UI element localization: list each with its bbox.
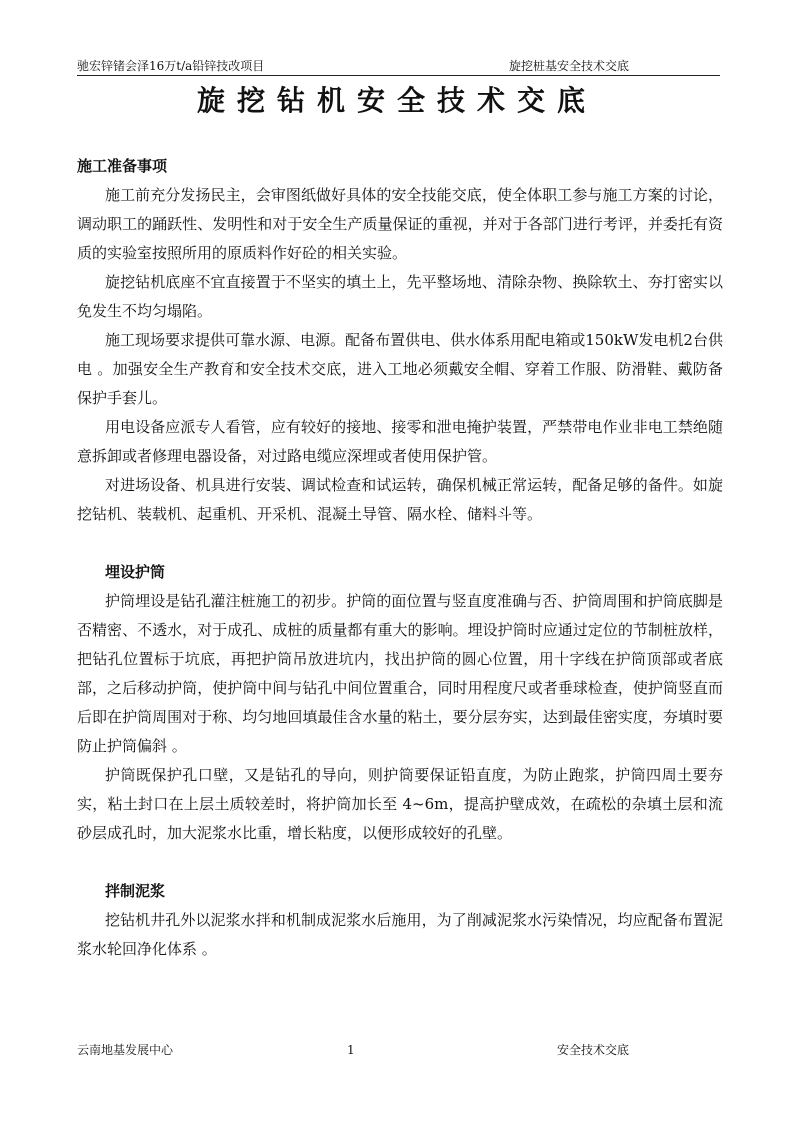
section-casing bbox=[77, 558, 723, 848]
paragraph: 施工前充分发扬民主，会审图纸做好具体的安全技能交底，使全体职工参与施工方案的讨论，调动职工的踊跃性、发明性和对于安全生产质量保证的重视，并对于各部门进行考评，并委托有资质的实验室按照所用的原质料作好砼的相关实验。 bbox=[77, 186, 723, 262]
section-spacer bbox=[77, 848, 723, 877]
document-title: 旋挖钻机安全技术交底 bbox=[196, 84, 597, 117]
paragraph: 护筒埋设是钻孔灌注桩施工的初步。护筒的面位置与竖直度准确与否、护筒周围和护筒底脚是否精密、不透水，对于成孔、成桩的质量都有重大的影响。埋设护筒时应通过定位的节制桩放样，把钻孔位置标于坑底，再把护筒吊放进坑内，找出护筒的圆心位置，用十字线在护筒顶部或者底部，之后移动护筒，使护筒中间与钻孔中间位置重合，同时用程度尺或者垂球检查，使护筒竖直而后即在护筒周围对于称、均匀地回填最佳含水量的粘土，要分层夯实，达到最佳密实度，夯填时要防止护筒偏斜 。 bbox=[77, 592, 723, 755]
page-number: 1 bbox=[347, 1043, 355, 1057]
section-heading: 拌制泥浆 bbox=[105, 882, 166, 900]
page-footer bbox=[77, 1043, 720, 1061]
header-document-name: 旋挖桩基安全技术交底 bbox=[509, 59, 630, 73]
section-heading: 施工准备事项 bbox=[77, 157, 168, 175]
section-preparation bbox=[77, 152, 723, 529]
section-heading: 埋设护筒 bbox=[105, 563, 166, 581]
document-body bbox=[77, 152, 723, 964]
footer-document-type: 安全技术交底 bbox=[557, 1043, 630, 1057]
paragraph: 对进场设备、机具进行安装、调试检查和试运转，确保机械正常运转，配备足够的备件。如旋挖钻机、装载机、起重机、开采机、混凝土导管、隔水栓、储料斗等。 bbox=[77, 476, 723, 523]
section-mud bbox=[77, 877, 723, 964]
paragraph: 挖钻机井孔外以泥浆水拌和机制成泥浆水后施用，为了削减泥浆水污染情况，均应配备布置泥浆水轮回净化体系 。 bbox=[77, 911, 723, 958]
paragraph: 旋挖钻机底座不宜直接置于不坚实的填土上，先平整场地、清除杂物、换除软土、夯打密实以免发生不均匀塌陷。 bbox=[77, 273, 723, 320]
paragraph: 护筒既保护孔口壁，又是钻孔的导向，则护筒要保证铅直度，为防止跑浆，护筒四周土要夯实，粘土封口在上层土质较差时，将护筒加长至 4~6m，提高护壁成效，在疏松的杂填土层和流砂层成孔时，加大泥浆水比重，增长粘度，以便形成较好的孔壁。 bbox=[77, 766, 723, 842]
page-header bbox=[77, 57, 720, 76]
paragraph: 用电设备应派专人看管，应有较好的接地、接零和泄电掩护装置，严禁带电作业非电工禁绝随意拆卸或者修理电器设备，对过路电缆应深埋或者使用保护管。 bbox=[77, 418, 723, 465]
paragraph: 施工现场要求提供可靠水源、电源。配备布置供电、供水体系用配电箱或150kW发电机2台供电 。加强安全生产教育和安全技术交底，进入工地必须戴安全帽、穿着工作服、防滑鞋、戴防备保护手套儿。 bbox=[77, 331, 723, 407]
header-project-name: 驰宏锌锗会泽16万t/a铅锌技改项目 bbox=[77, 59, 265, 73]
footer-organization: 云南地基发展中心 bbox=[77, 1043, 174, 1057]
section-spacer bbox=[77, 529, 723, 558]
